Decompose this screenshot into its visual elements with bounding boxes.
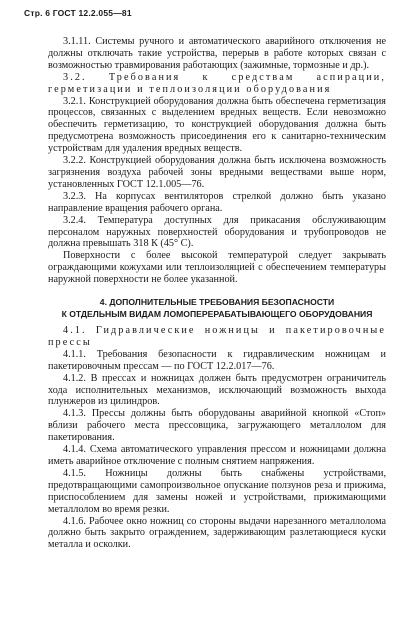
paragraph-3-2-1: 3.2.1. Конструкцией оборудования должна быть обеспечена герметизация процессов, связанных с выделением вредных веществ. Если невозможно обеспечить герметизацию, то конструкцией оборудования должна быть предусмотрена возможность присоединения его к санитарно-техническим устройствам для удаления вредных веществ. [48, 95, 386, 155]
paragraph-3-2-3: 3.2.3. На корпусах вентиляторов стрелкой должно быть указано направление вращения рабочего органа. [48, 190, 386, 214]
paragraph-4-1-6: 4.1.6. Рабочее окно ножниц со стороны выдачи нарезанного металлолома должно быть закрыто ограждением, задерживающим разлетающиеся куски металла и осколки. [48, 515, 386, 551]
section-4-heading [48, 297, 386, 320]
page-header: Стр. 6 ГОСТ 12.2.055—81 [24, 8, 132, 18]
paragraph-3-1-11: 3.1.11. Системы ручного и автоматического аварийного отключения не должны отключать такие устройства, перерыв в работе которых связан с возможностью травмирования работающих (зажимные, тормозные и др.). [48, 36, 386, 71]
subsection-heading-3-2: 3.2. Требования к средствам аспирации, герметизации и теплоизоляции оборудования [48, 71, 386, 95]
paragraph-3-2-4: 3.2.4. Температура доступных для прикасания обслуживающим персоналом наружных поверхностей оборудования и трубопроводов не должна превышать 318 К (45° С). [48, 214, 386, 250]
paragraph-4-1-5: 4.1.5. Ножницы должны быть снабжены устройствами, предотвращающими самопроизвольное опускание ползунов реза и прижима, приспособлением для замены ножей и устройствами, прижимающими металлолом во время резки. [48, 467, 386, 515]
body-text [48, 36, 386, 551]
paragraph-4-1-1: 4.1.1. Требования безопасности к гидравлическим ножницам и пакетировочным прессам — по ГОСТ 12.2.017—76. [48, 348, 386, 372]
subsection-heading-4-1: 4.1. Гидравлические ножницы и пакетировочные прессы [48, 325, 386, 348]
section-4-heading-line1: 4. ДОПОЛНИТЕЛЬНЫЕ ТРЕБОВАНИЯ БЕЗОПАСНОСТИ [99, 297, 335, 308]
paragraph-4-1-4: 4.1.4. Схема автоматического управления прессом и ножницами должна иметь аварийное отключение с полным снятием напряжения. [48, 444, 386, 467]
paragraph-surfaces: Поверхности с более высокой температурой следует закрывать ограждающими кожухами или теплоизоляцией с обеспечением температуры наружной поверхности не более указанной. [48, 250, 386, 286]
paragraph-4-1-3: 4.1.3. Прессы должны быть оборудованы аварийной кнопкой «Стоп» вблизи рабочего места прессовщика, загружающего металлолом для пакетирования. [48, 408, 386, 444]
paragraph-4-1-2: 4.1.2. В прессах и ножницах должен быть предусмотрен ограничитель хода исполнительных механизмов, исключающий возможность выхода плунжеров из цилиндров. [48, 372, 386, 408]
paragraph-3-2-2: 3.2.2. Конструкцией оборудования должна быть исключена возможность загрязнения воздуха рабочей зоны вредными веществами выше норм, установленных ГОСТ 12.1.005—76. [48, 155, 386, 190]
section-4-heading-line2: К ОТДЕЛЬНЫМ ВИДАМ ЛОМОПЕРЕРАБАТЫВАЮЩЕГО ОБОРУДОВАНИЯ [61, 308, 373, 319]
